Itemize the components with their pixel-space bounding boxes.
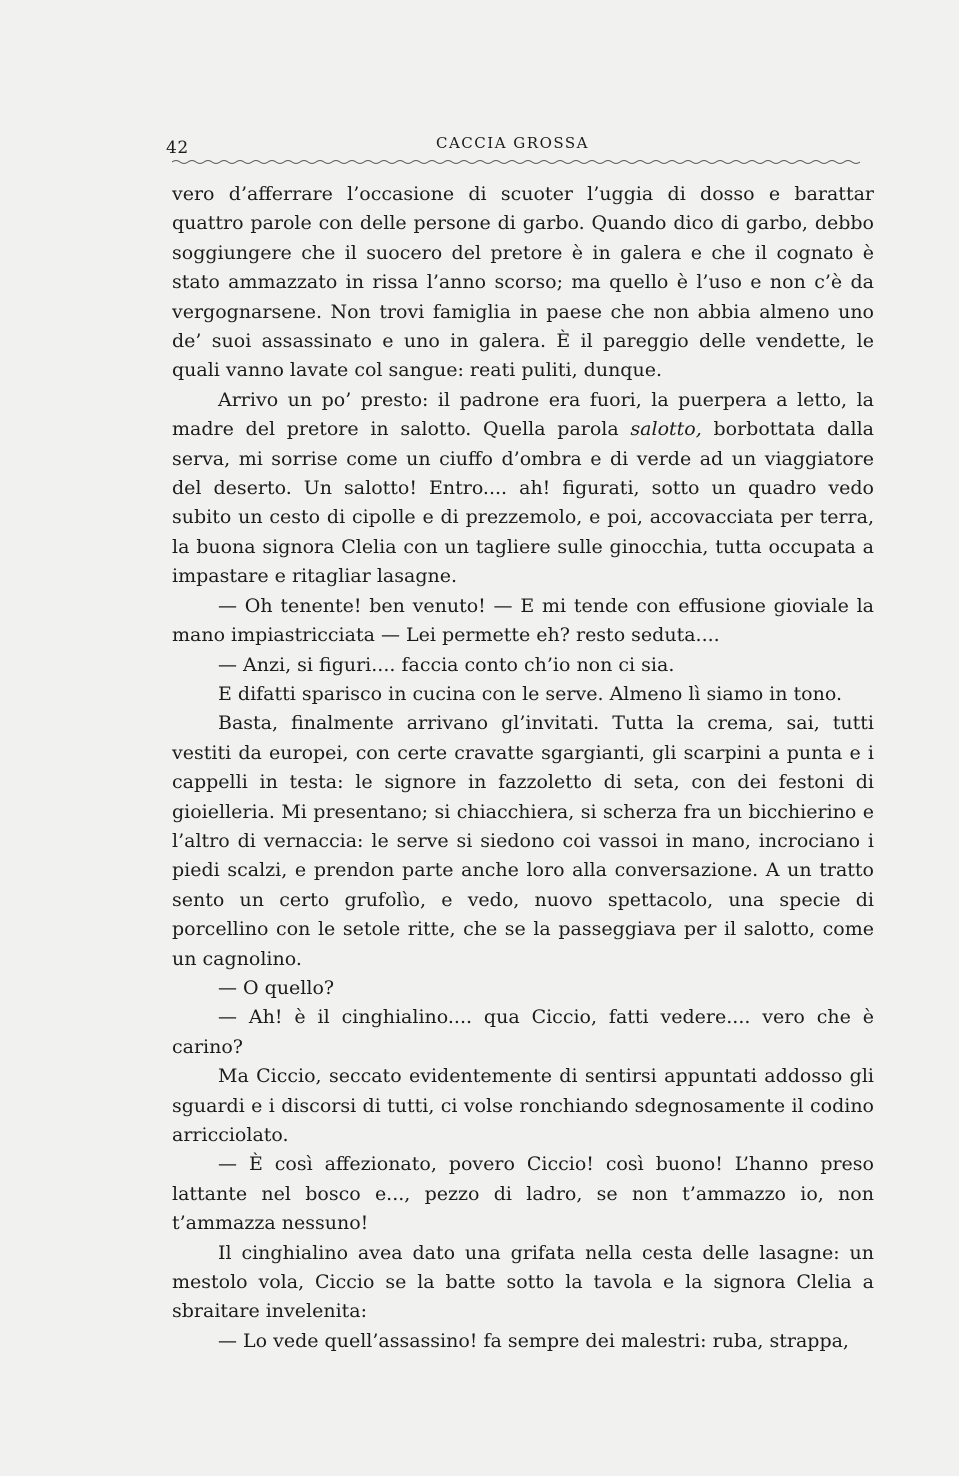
body-text xyxy=(172,180,874,1356)
paragraph: vero d’afferrare l’occasione di scuoter l’uggia di dosso e barattar quattro parole con delle persone di garbo. Quando dico di garbo, debbo soggiungere che il suocero del pretore è in galera e che il cognato è stato ammazzato in rissa l’anno scorso; ma quello è l’uso e non c’è da vergognarsene. Non trovi famiglia in paese che non abbia almeno uno de’ suoi assassinato e uno in galera. È il pareggio delle vendette, le quali vanno lavate col sangue: reati puliti, dunque. xyxy=(172,183,874,382)
dialog-line: — Oh tenente! ben venuto! — E mi tende con effusione gioviale la mano impiastricciata — Lei permette eh? resto seduta.... xyxy=(172,594,874,647)
dialog-line: — È così affezionato, povero Ciccio! così buono! L’hanno preso lattante nel bosco e..., pezzo di ladro, se non t’ammazzo io, non t’ammazza nessuno! xyxy=(172,1153,874,1235)
paragraph: Basta, finalmente arrivano gl’invitati. Tutta la crema, sai, tutti vestiti da europei, con certe cravatte sgargianti, gli scarpini a punta e i cappelli in testa: le signore in fazzoletto di seta, con dei festoni di gioielleria. Mi presentano; si chiacchiera, si scherza fra un bicchierino e l’altro di vernaccia: le serve si siedono coi vassoi in mano, incrociano i piedi scalzi, e prendon parte anche loro alla conversazione. A un tratto sento un certo grufolìo, e vedo, nuovo spettacolo, una specie di porcellino con le setole ritte, che se la passeggiava per il salotto, come un cagnolino. xyxy=(172,712,874,970)
paragraph: E difatti sparisco in cucina con le serve. Almeno lì siamo in tono. xyxy=(218,682,842,705)
wavy-rule-line xyxy=(172,158,866,166)
header-rule xyxy=(172,158,872,166)
paragraph xyxy=(172,386,874,592)
page-header xyxy=(166,128,866,158)
paragraph: Ma Ciccio, seccato evidentemente di sentirsi appuntati addosso gli sguardi e i discorsi di tutti, ci volse ronchiando sdegnosamente il codino arricciolato. xyxy=(172,1065,874,1146)
dialog-line: — Lo vede quell’assassino! fa sempre dei malestri: ruba, strappa, xyxy=(218,1329,849,1352)
dialog-line: — Anzi, si figuri.... faccia conto ch’io non ci sia. xyxy=(218,653,675,676)
dialog-line: — O quello? xyxy=(218,976,335,999)
paragraph-text: borbottata dalla serva, mi sorrise come un ciuffo d’ombra e di verde ad un viaggiatore del deserto. Un salotto! Entro.... ah! figurati, sotto un quadro vedo subito un cesto di cipolle e di prezzemolo, e poi, accovacciata per terra, la buona signora Clelia con un tagliere sulle ginocchia, tutta occupata a impastare e ritagliar lasagne. xyxy=(172,418,874,588)
dialog-line: — Ah! è il cinghialino.... qua Ciccio, fatti vedere.... vero che è carino? xyxy=(172,1006,874,1058)
running-title: CACCIA GROSSA xyxy=(436,134,589,152)
page-number: 42 xyxy=(166,138,189,158)
paragraph-text: Arrivo un po’ presto: il padrone era fuori, la puerpera a letto, la madre del pretore in salotto. Quella parola xyxy=(172,388,874,441)
paragraph: Il cinghialino avea dato una grifata nella cesta delle lasagne: un mestolo vola, Ciccio se la batte sotto la tavola e la signora Clelia a sbraitare invelenita: xyxy=(172,1241,874,1323)
italic-word: salotto, xyxy=(630,418,702,441)
